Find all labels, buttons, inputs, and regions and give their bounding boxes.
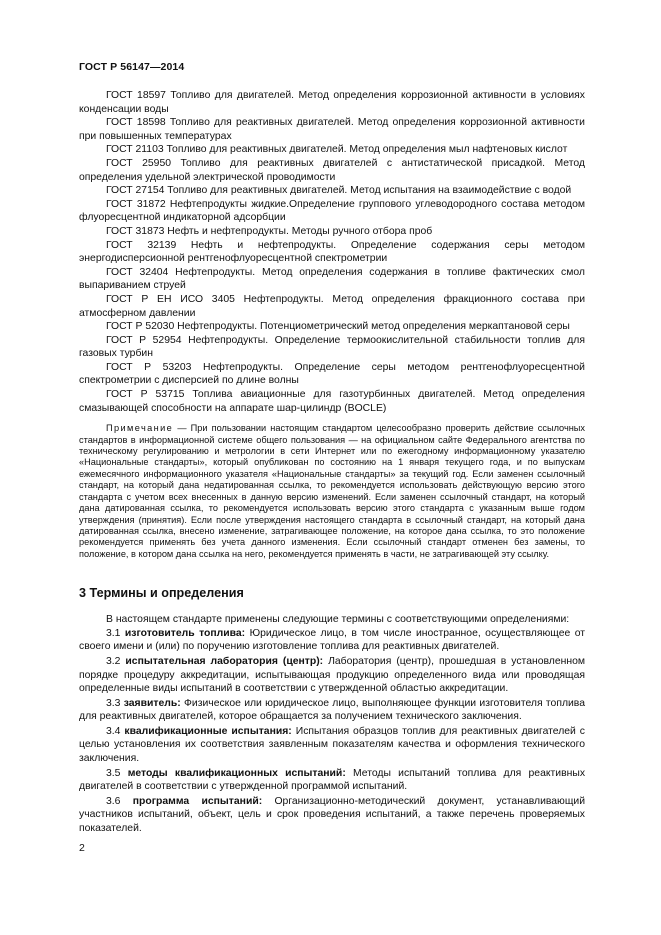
definition-text: Физическое или юридическое лицо, выполняющее функции изготовителя топлива для реактивных двигателей, которое обращается за получением технического заключения.: [79, 697, 585, 723]
definition-number: 3.6: [106, 795, 121, 807]
reference-item: ГОСТ 32404 Нефтепродукты. Метод определения содержания в топливе фактических смол выпариванием струей: [79, 266, 585, 292]
reference-item: ГОСТ Р ЕН ИСО 3405 Нефтепродукты. Метод определения фракционного состава при атмосферном давлении: [79, 293, 585, 319]
definition-item: [79, 627, 585, 654]
definition-item: [79, 655, 585, 696]
reference-item: ГОСТ Р 52954 Нефтепродукты. Определение термоокислительной стабильности топлив для газовых турбин: [79, 334, 585, 360]
reference-item: ГОСТ Р 52030 Нефтепродукты. Потенциометрический метод определения меркаптановой серы: [106, 321, 570, 333]
definition-number: 3.3: [106, 697, 121, 709]
reference-item: ГОСТ 32139 Нефть и нефтепродукты. Определение содержания серы методом энергодисперсионной рентгенофлуоресцентной спектрометрии: [79, 239, 585, 265]
definition-item: [79, 795, 585, 836]
standard-header: ГОСТ Р 56147—2014: [79, 61, 185, 73]
definition-text: Методы испытаний топлива для реактивных двигателей в соответствии с утвержденной программой испытаний.: [79, 767, 586, 793]
definition-number: 3.1: [106, 627, 121, 639]
reference-item: ГОСТ 18597 Топливо для двигателей. Метод определения коррозионной активности в условиях конденсации воды: [79, 90, 585, 115]
definition-term: испытательная лаборатория (центр):: [125, 655, 324, 667]
definition-text: Испытания образцов топлив для реактивных двигателей с целью установления их соответствия заявленным показателям качества и оформления технического заключения.: [79, 725, 585, 765]
definitions-list: [79, 627, 585, 836]
reference-item: ГОСТ 18598 Топливо для реактивных двигателей. Метод определения коррозионной активности при повышенных температурах: [79, 117, 585, 142]
reference-item: ГОСТ 27154 Топливо для реактивных двигателей. Метод испытания на взаимодействие с водой: [106, 185, 572, 197]
definition-term: квалификационные испытания:: [124, 725, 292, 737]
reference-item: ГОСТ Р 53203 Нефтепродукты. Определение серы методом рентгенофлуоресцентной спектрометрии с дисперсией по длине волны: [79, 361, 585, 387]
section-title: 3 Термины и определения: [79, 586, 244, 601]
note-text: — При пользовании настоящим стандартом целесообразно проверить действие ссылочных стандартов в информационной системе общего пользования — на официальном сайте Федерального агентства по техническому регулированию и метрологии в сети Интернет или по ежегодному информационному указателю «Национальные стандарты», который опубликован по состоянию на 1 января текущего года, и по выпускам ежемесячного информационного указателя «Национальные стандарты» за текущий год. Если заменен ссылочный стандарт, на который дана недатированная ссылка, то рекомендуется использовать действующую версию этого стандарта с учетом всех внесенных в данную версию изменений. Если заменен ссылочный стандарт, на который дана датированная ссылка, то рекомендуется использовать версию этого стандарта с указанным выше годом утверждения (принятия). Если после утверждения настоящего стандарта в ссылочный стандарт, на который дана датированная ссылка, внесено изменение, затрагивающее положение, на которое дана ссылка, то это положение рекомендуется применять без учета данного изменения. Если ссылочный стандарт отменен без замены, то положение, в котором дана ссылка на него, рекомендуется применять в части, не затрагивающей эту ссылку.: [79, 423, 585, 559]
definition-term: изготовитель топлива:: [124, 627, 246, 639]
definition-item: [79, 697, 585, 724]
reference-item: ГОСТ Р 53715 Топлива авиационные для газотурбинных двигателей. Метод определения смазывающей способности на аппарате шар-цилиндр (BOCLE): [79, 389, 585, 414]
definition-number: 3.4: [106, 725, 121, 737]
reference-item: ГОСТ 25950 Топливо для реактивных двигателей с антистатической присадкой. Метод определения удельной электрической проводимости: [79, 157, 585, 183]
normative-references-list: [79, 89, 585, 415]
definition-text: Юридическое лицо, в том числе иностранное, осуществляющее от своего имени и (или) по поручению изготовление топлива для реактивных двигателей.: [79, 627, 585, 653]
reference-note: [79, 423, 585, 560]
note-label: Примечание: [106, 423, 174, 434]
reference-item: ГОСТ 21103 Топливо для реактивных двигателей. Метод определения мыл нафтеновых кислот: [106, 144, 568, 156]
page-number: 2: [79, 842, 85, 854]
reference-item: ГОСТ 31873 Нефть и нефтепродукты. Методы ручного отбора проб: [106, 225, 433, 237]
definition-item: [79, 767, 585, 794]
page-content: [79, 89, 585, 837]
definition-text: Организационно-методический документ, устанавливающий участников испытаний, объект, цель и срок проведения испытаний, а также перечень проверяемых показателей.: [79, 795, 586, 835]
definition-term: заявитель:: [123, 697, 181, 709]
definition-term: программа испытаний:: [132, 795, 263, 807]
definition-number: 3.2: [106, 655, 121, 667]
definition-term: методы квалификационных испытаний:: [127, 767, 346, 779]
definition-number: 3.5: [106, 767, 121, 779]
definition-text: Лаборатория (центр), прошедшая в установленном порядке процедуру аккредитации, испытывающая продукцию определенного вида или проводящая определенные виды испытаний в соответствии с утвержденной областью аккредитации.: [79, 655, 586, 695]
section-intro: В настоящем стандарте применены следующие термины с соответствующими определениями:: [106, 614, 570, 626]
reference-item: ГОСТ 31872 Нефтепродукты жидкие.Определение группового углеводородного состава методом флуоресцентной индикаторной адсорбции: [79, 198, 585, 224]
definition-item: [79, 725, 585, 766]
